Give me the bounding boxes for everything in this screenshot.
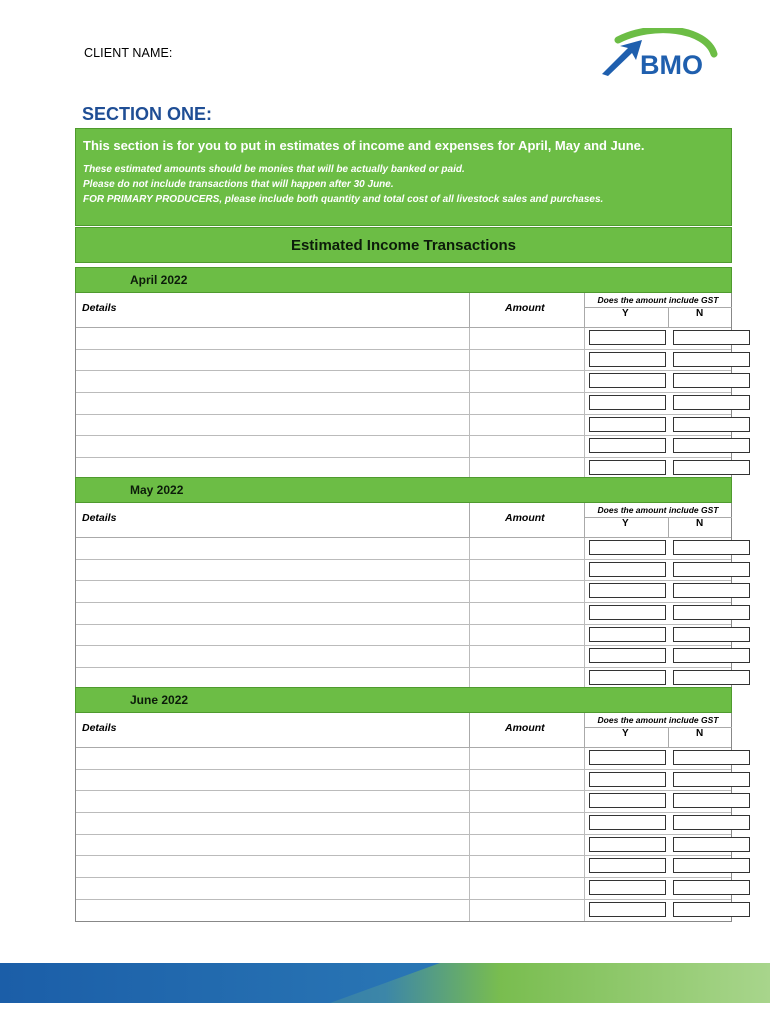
details-cell[interactable]	[76, 878, 470, 899]
details-header: Details	[82, 722, 117, 734]
gst-no-box[interactable]	[673, 670, 750, 685]
gst-yes-box[interactable]	[589, 605, 666, 620]
gst-no-box[interactable]	[673, 627, 750, 642]
gst-yes-box[interactable]	[589, 815, 666, 830]
month-table-june	[75, 713, 732, 922]
gst-yes-box[interactable]	[589, 670, 666, 685]
bmo-logo	[598, 28, 720, 80]
amount-cell[interactable]	[469, 748, 585, 769]
amount-header: Amount	[505, 302, 545, 314]
details-cell[interactable]	[76, 646, 470, 667]
amount-cell[interactable]	[469, 436, 585, 457]
amount-cell[interactable]	[469, 581, 585, 602]
gst-no-box[interactable]	[673, 793, 750, 808]
gst-yes-header: Y	[622, 518, 629, 529]
gst-yes-box[interactable]	[589, 438, 666, 453]
details-cell[interactable]	[76, 668, 470, 689]
gst-question-header: Does the amount include GST	[584, 503, 732, 518]
amount-cell[interactable]	[469, 856, 585, 877]
gst-no-box[interactable]	[673, 605, 750, 620]
gst-yes-box[interactable]	[589, 460, 666, 475]
table-row	[76, 625, 731, 647]
gst-yes-box[interactable]	[589, 627, 666, 642]
gst-yes-box[interactable]	[589, 562, 666, 577]
month-label: June 2022	[130, 693, 189, 707]
details-cell[interactable]	[76, 748, 470, 769]
table-row	[76, 436, 731, 458]
gst-yes-box[interactable]	[589, 772, 666, 787]
details-header: Details	[82, 512, 117, 524]
table-row	[76, 350, 731, 372]
amount-cell[interactable]	[469, 878, 585, 899]
note-line: Please do not include transactions that will happen after 30 June.	[83, 179, 394, 190]
amount-cell[interactable]	[469, 603, 585, 624]
amount-cell[interactable]	[469, 538, 585, 559]
table-header	[76, 503, 731, 538]
details-cell[interactable]	[76, 350, 470, 371]
month-band-may	[75, 477, 732, 503]
gst-no-header: N	[696, 728, 704, 739]
gst-yes-box[interactable]	[589, 858, 666, 873]
gst-no-header: N	[696, 308, 704, 319]
gst-no-box[interactable]	[673, 460, 750, 475]
details-cell[interactable]	[76, 458, 470, 479]
footer-graphic	[0, 963, 770, 1003]
table-row	[76, 646, 731, 668]
gst-no-box[interactable]	[673, 772, 750, 787]
gst-no-box[interactable]	[673, 395, 750, 410]
gst-yes-box[interactable]	[589, 417, 666, 432]
gst-no-box[interactable]	[673, 417, 750, 432]
gst-no-box[interactable]	[673, 902, 750, 917]
gst-no-box[interactable]	[673, 648, 750, 663]
table-row	[76, 603, 731, 625]
details-cell[interactable]	[76, 415, 470, 436]
table-row	[76, 791, 731, 813]
gst-no-box[interactable]	[673, 750, 750, 765]
details-cell[interactable]	[76, 371, 470, 392]
details-cell[interactable]	[76, 436, 470, 457]
amount-cell[interactable]	[469, 770, 585, 791]
svg-text:BMO: BMO	[640, 50, 703, 80]
month-table-april	[75, 293, 732, 480]
gst-yes-box[interactable]	[589, 373, 666, 388]
gst-no-box[interactable]	[673, 352, 750, 367]
details-cell[interactable]	[76, 560, 470, 581]
table-row	[76, 770, 731, 792]
gst-no-box[interactable]	[673, 330, 750, 345]
details-cell[interactable]	[76, 835, 470, 856]
details-cell[interactable]	[76, 625, 470, 646]
amount-cell[interactable]	[469, 560, 585, 581]
table-row	[76, 581, 731, 603]
table-row	[76, 328, 731, 350]
gst-no-box[interactable]	[673, 880, 750, 895]
gst-yes-header: Y	[622, 308, 629, 319]
client-name-label: CLIENT NAME:	[84, 46, 173, 60]
amount-cell[interactable]	[469, 415, 585, 436]
intro-banner	[75, 128, 732, 226]
gst-yes-box[interactable]	[589, 648, 666, 663]
table-row	[76, 538, 731, 560]
table-header	[76, 713, 731, 748]
details-cell[interactable]	[76, 581, 470, 602]
amount-cell[interactable]	[469, 900, 585, 921]
amount-cell[interactable]	[469, 625, 585, 646]
amount-cell[interactable]	[469, 813, 585, 834]
gst-yes-box[interactable]	[589, 330, 666, 345]
table-row	[76, 371, 731, 393]
gst-yes-box[interactable]	[589, 540, 666, 555]
gst-no-box[interactable]	[673, 373, 750, 388]
details-cell[interactable]	[76, 791, 470, 812]
month-label: May 2022	[130, 483, 184, 497]
month-label: April 2022	[130, 273, 188, 287]
gst-yes-box[interactable]	[589, 837, 666, 852]
note-line: These estimated amounts should be monies that will be actually banked or paid.	[83, 164, 465, 175]
table-row	[76, 415, 731, 437]
gst-yes-box[interactable]	[589, 583, 666, 598]
amount-header: Amount	[505, 722, 545, 734]
gst-no-box[interactable]	[673, 540, 750, 555]
amount-cell[interactable]	[469, 791, 585, 812]
gst-yes-box[interactable]	[589, 750, 666, 765]
amount-cell[interactable]	[469, 393, 585, 414]
table-row	[76, 813, 731, 835]
gst-yes-box[interactable]	[589, 395, 666, 410]
gst-no-box[interactable]	[673, 583, 750, 598]
table-row	[76, 835, 731, 857]
details-cell[interactable]	[76, 603, 470, 624]
gst-yes-header: Y	[622, 728, 629, 739]
intro-title: This section is for you to put in estimates of income and expenses for April, May and June.	[83, 138, 645, 153]
details-cell[interactable]	[76, 900, 470, 921]
details-header: Details	[82, 302, 117, 314]
gst-no-header: N	[696, 518, 704, 529]
gst-no-box[interactable]	[673, 438, 750, 453]
gst-no-box[interactable]	[673, 858, 750, 873]
table-row	[76, 856, 731, 878]
gst-no-box[interactable]	[673, 815, 750, 830]
table-row	[76, 458, 731, 479]
amount-cell[interactable]	[469, 328, 585, 349]
gst-no-box[interactable]	[673, 837, 750, 852]
table-row	[76, 748, 731, 770]
details-cell[interactable]	[76, 538, 470, 559]
details-cell[interactable]	[76, 328, 470, 349]
amount-cell[interactable]	[469, 668, 585, 689]
gst-question-header: Does the amount include GST	[584, 293, 732, 308]
month-band-june	[75, 687, 732, 713]
month-band-april	[75, 267, 732, 293]
table-row	[76, 878, 731, 900]
amount-header: Amount	[505, 512, 545, 524]
estimated-income-title: Estimated Income Transactions	[290, 237, 517, 254]
details-cell[interactable]	[76, 770, 470, 791]
details-cell[interactable]	[76, 393, 470, 414]
gst-yes-box[interactable]	[589, 902, 666, 917]
gst-yes-box[interactable]	[589, 880, 666, 895]
details-cell[interactable]	[76, 813, 470, 834]
gst-no-box[interactable]	[673, 562, 750, 577]
gst-yes-box[interactable]	[589, 352, 666, 367]
table-row	[76, 900, 731, 921]
gst-question-header: Does the amount include GST	[584, 713, 732, 728]
table-row	[76, 560, 731, 582]
amount-cell[interactable]	[469, 371, 585, 392]
amount-cell[interactable]	[469, 458, 585, 479]
month-table-may	[75, 503, 732, 690]
table-row	[76, 668, 731, 689]
amount-cell[interactable]	[469, 646, 585, 667]
amount-cell[interactable]	[469, 350, 585, 371]
note-line: FOR PRIMARY PRODUCERS, please include both quantity and total cost of all livestock sales and purchases.	[83, 194, 604, 205]
amount-cell[interactable]	[469, 835, 585, 856]
estimated-income-heading	[75, 227, 732, 263]
gst-yes-box[interactable]	[589, 793, 666, 808]
details-cell[interactable]	[76, 856, 470, 877]
table-header	[76, 293, 731, 328]
table-row	[76, 393, 731, 415]
section-title: SECTION ONE:	[82, 104, 213, 124]
